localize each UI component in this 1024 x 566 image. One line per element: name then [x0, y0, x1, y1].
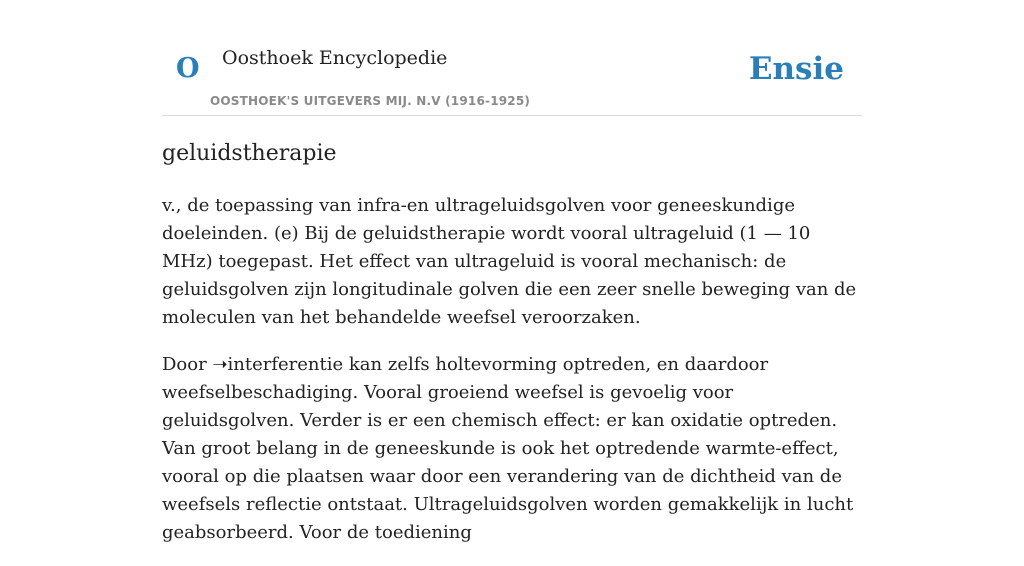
cross-reference-link-interferentie[interactable]: ➝interferentie [212, 354, 344, 375]
source-logo-icon[interactable]: O [176, 53, 200, 84]
paragraph-text: kan zelfs holtevorming optreden, en daardoor weefselbeschadiging. Vooral groeiend weefsel is gevoelig voor geluidsgolven. Verder is er een chemisch effect: er kan oxidatie optreden. Van groot belang in de geneeskunde is ook het optredende warmte-effect, vooral op die plaatsen waar door een verandering van de dichtheid van de weefsels reflectie ontstaat. Ultrageluidsgolven worden gemakkelijk in lucht geabsorbeerd. Voor de toediening [162, 354, 854, 543]
page [162, 0, 862, 543]
source-publisher: OOSTHOEK'S UITGEVERS MIJ. N.V (1916-1925) [210, 94, 531, 108]
source-header [162, 0, 862, 116]
source-title-link[interactable]: Oosthoek Encyclopedie [222, 47, 448, 69]
entry-title: geluidstherapie [162, 141, 337, 166]
ensie-logo-link[interactable]: Ensie [748, 51, 844, 87]
entry-paragraph [162, 351, 862, 547]
entry-body [162, 192, 862, 566]
paragraph-text: Door [162, 354, 213, 375]
entry-paragraph: v., de toepassing van infra-en ultrageluidsgolven voor geneeskundige doeleinden. (e) Bij de geluidstherapie wordt vooral ultrageluid (1 — 10 MHz) toegepast. Het effect van ultrageluid is vooral mechanisch: de geluidsgolven zijn longitudinale golven die een zeer snelle beweging van de moleculen van het behandelde weefsel veroorzaken. [162, 195, 857, 328]
